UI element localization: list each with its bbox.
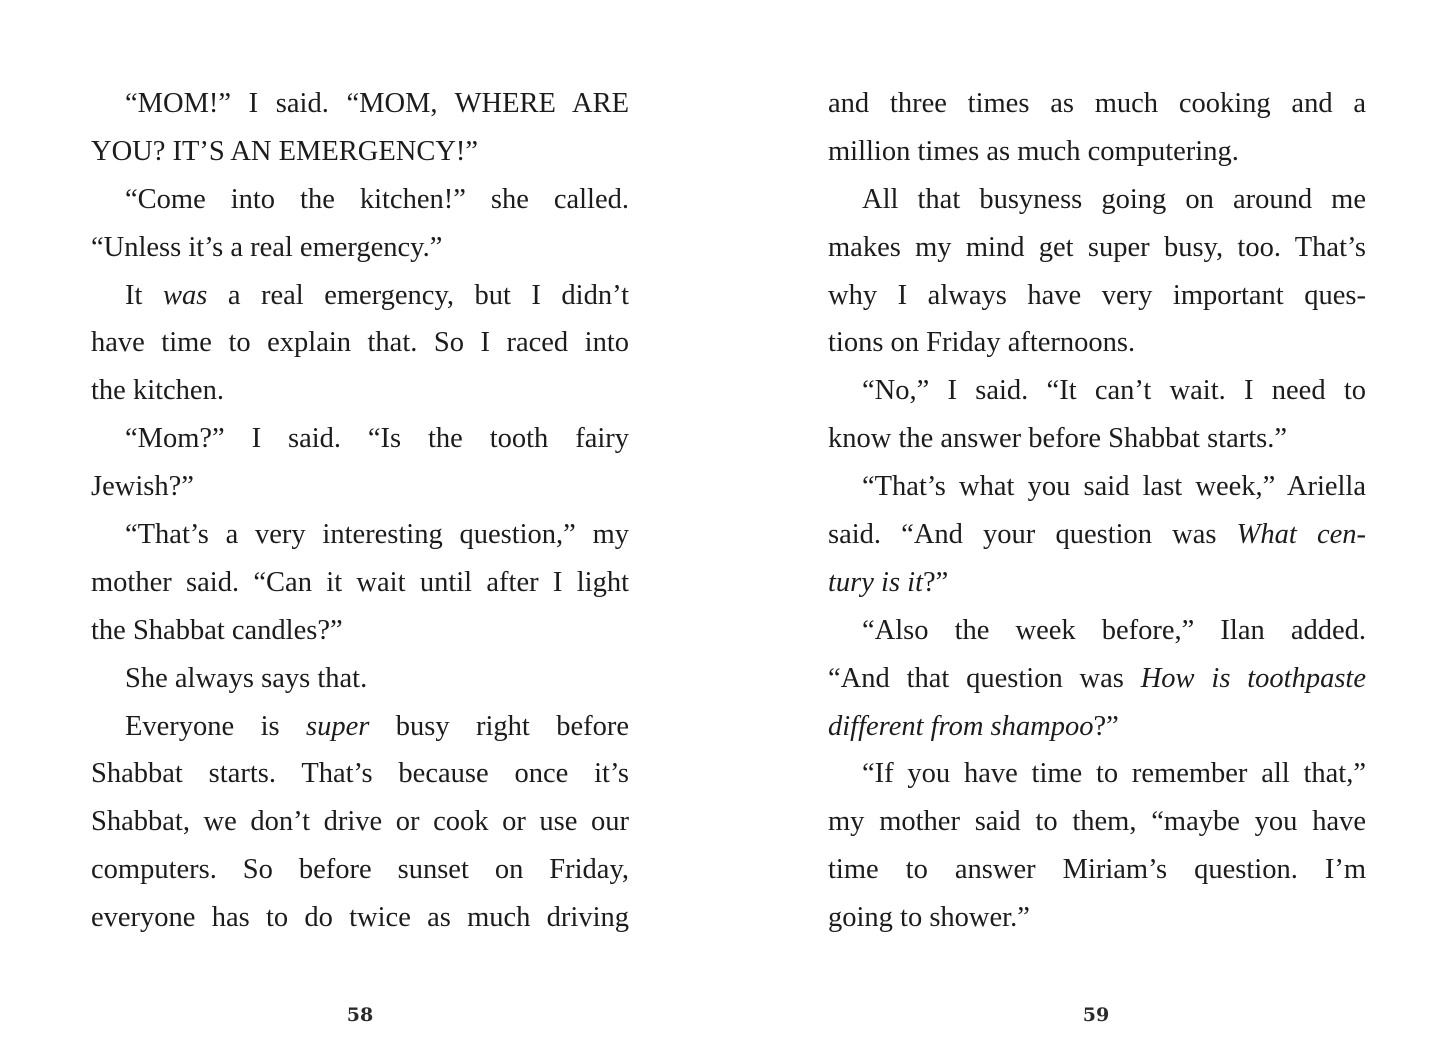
text-line: [91, 559, 629, 607]
text-line: [828, 463, 1366, 511]
text-segment: Everyone is: [125, 710, 307, 742]
text-segment: “And that question was: [828, 662, 1141, 694]
text-segment: “If you have time to remember all that,”: [862, 758, 1366, 790]
text-segment: YOU? IT’S AN EMERGENCY!”: [91, 135, 479, 167]
italic-text: was: [162, 279, 208, 311]
text-segment: All that busyness going on around me: [862, 183, 1366, 215]
text-segment: a real emergency, but I didn’t: [207, 279, 629, 311]
text-segment: “That’s a very interesting question,” my: [125, 519, 629, 551]
text-segment: “That’s what you said last week,” Ariella: [862, 471, 1366, 503]
text-segment: my mother said to them, “maybe you have: [828, 806, 1366, 838]
text-line: [828, 80, 1366, 128]
text-line: [91, 846, 629, 894]
text-line: [91, 894, 629, 942]
italic-text: What cen-: [1236, 519, 1367, 551]
italic-text: tury is it: [828, 566, 924, 598]
text-line: [828, 176, 1366, 224]
left-page-body: [91, 80, 629, 942]
text-segment: computers. So before sunset on Friday,: [91, 854, 629, 886]
text-line: [828, 511, 1366, 559]
text-segment: why I always have very important ques-: [828, 279, 1366, 311]
text-line: [91, 607, 629, 655]
italic-text: super: [306, 710, 370, 742]
text-segment: busy right before: [369, 710, 629, 742]
text-line: [828, 703, 1366, 751]
text-line: [828, 272, 1366, 320]
text-segment: “Come into the kitchen!” she called.: [125, 183, 629, 215]
text-segment: Shabbat, we don’t drive or cook or use our: [91, 806, 629, 838]
text-segment: “Unless it’s a real emergency.”: [91, 231, 443, 263]
text-segment: everyone has to do twice as much driving: [91, 902, 629, 934]
text-line: [91, 750, 629, 798]
italic-text: How is toothpaste: [1140, 662, 1366, 694]
text-line: [828, 655, 1366, 703]
text-line: [91, 463, 629, 511]
text-line: [828, 415, 1366, 463]
text-line: [91, 367, 629, 415]
text-segment: makes my mind get super busy, too. That’s: [828, 231, 1366, 263]
text-line: [91, 655, 629, 703]
right-page-body: [828, 80, 1366, 942]
text-segment: the kitchen.: [91, 375, 224, 407]
text-line: [828, 367, 1366, 415]
text-segment: ?”: [923, 566, 949, 598]
text-segment: going to shower.”: [828, 902, 1030, 934]
text-line: [91, 272, 629, 320]
text-line: [91, 703, 629, 751]
left-page-number: 58: [346, 1004, 374, 1026]
text-segment: She always says that.: [125, 662, 368, 694]
text-segment: ?”: [1093, 710, 1119, 742]
text-line: [828, 128, 1366, 176]
text-line: [828, 607, 1366, 655]
text-segment: “Mom?” I said. “Is the tooth fairy: [125, 423, 629, 455]
italic-text: different from shampoo: [828, 710, 1094, 742]
text-segment: Shabbat starts. That’s because once it’s: [91, 758, 629, 790]
text-segment: and three times as much cooking and a: [828, 88, 1366, 119]
text-segment: “No,” I said. “It can’t wait. I need to: [862, 375, 1366, 407]
text-line: [828, 750, 1366, 798]
text-line: [91, 319, 629, 367]
text-line: [91, 176, 629, 224]
text-segment: “MOM!” I said. “MOM, WHERE ARE: [125, 88, 629, 119]
text-segment: the Shabbat candles?”: [91, 614, 343, 646]
text-line: [91, 511, 629, 559]
text-line: [91, 798, 629, 846]
text-segment: mother said. “Can it wait until after I light: [91, 566, 629, 598]
text-line: [91, 224, 629, 272]
text-segment: have time to explain that. So I raced into: [91, 327, 629, 359]
text-segment: said. “And your question was: [828, 519, 1237, 551]
text-line: [828, 894, 1366, 942]
text-segment: time to answer Miriam’s question. I’m: [828, 854, 1366, 886]
text-line: [828, 559, 1366, 607]
text-line: [828, 846, 1366, 894]
text-line: [91, 128, 629, 176]
text-segment: know the answer before Shabbat starts.”: [828, 423, 1288, 455]
right-page-number: 59: [1082, 1004, 1110, 1026]
text-segment: It: [125, 279, 163, 311]
text-line: [828, 319, 1366, 367]
text-line: [828, 798, 1366, 846]
text-segment: tions on Friday afternoons.: [828, 327, 1136, 359]
text-line: [91, 80, 629, 128]
text-segment: Jewish?”: [91, 471, 194, 503]
text-segment: “Also the week before,” Ilan added.: [862, 614, 1366, 646]
text-line: [91, 415, 629, 463]
text-segment: million times as much computering.: [828, 135, 1239, 167]
text-line: [828, 224, 1366, 272]
